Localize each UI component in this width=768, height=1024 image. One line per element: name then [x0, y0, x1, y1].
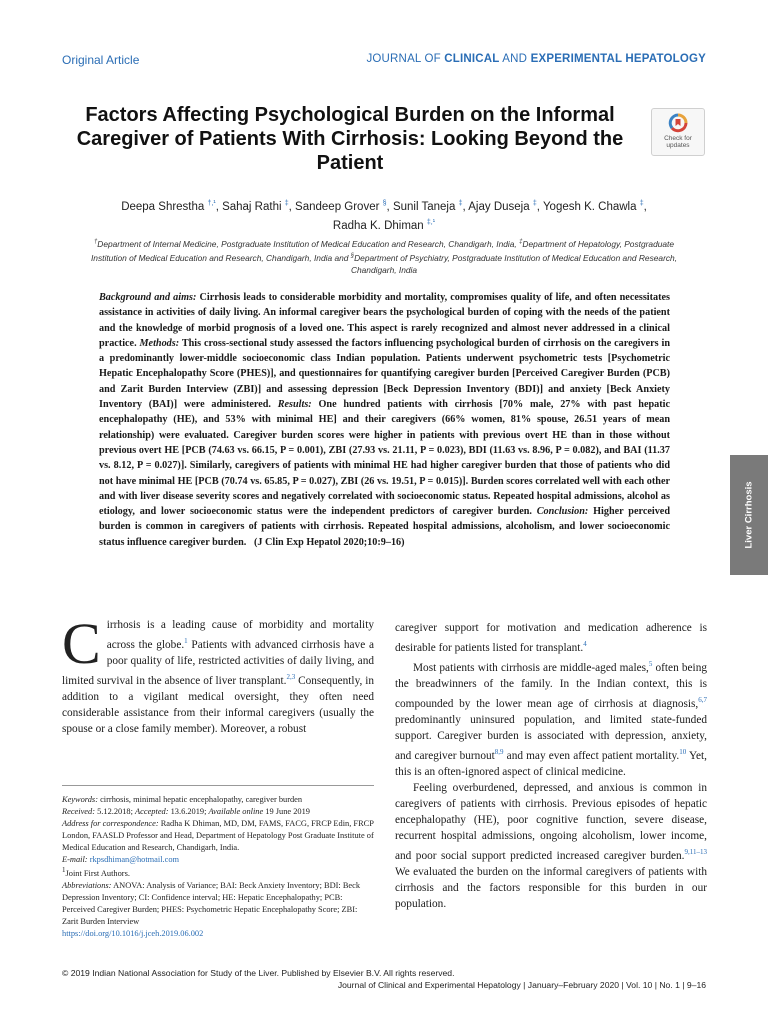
affiliation: Department of Internal Medicine, Postgraduate Institution of Medical Education and Research, Chandigarh, India,: [97, 238, 520, 249]
journal-name-part: AND: [499, 53, 531, 65]
joint-authors-line: [62, 865, 374, 880]
author-separator: ,: [536, 200, 543, 213]
reference-link[interactable]: 9,11–13: [684, 848, 707, 857]
author[interactable]: [121, 201, 222, 213]
footnote-mark: 1: [62, 866, 66, 875]
author-affil-mark: ‡: [639, 200, 644, 207]
check-updates-line2: updates: [666, 142, 690, 149]
author-separator: ,: [643, 200, 647, 213]
dropcap: C: [62, 611, 101, 676]
abstract-label: Methods:: [139, 337, 180, 349]
journal-citation-line: Journal of Clinical and Experimental Hepatology | January–February 2020 | Vol. 10 | No. 1 | 9–16: [337, 980, 706, 990]
body-paragraph: [395, 780, 707, 913]
author[interactable]: [543, 201, 647, 213]
author[interactable]: [222, 201, 295, 213]
footnote-label: Available online: [208, 806, 264, 816]
author-name: Ajay Duseja: [468, 200, 530, 213]
affiliation: Department of Psychiatry, Postgraduate Institution of Medical Education and Research, Chandigarh, India: [350, 252, 678, 275]
body-text: often being the breadwinners of the family. In the Indian context, this is compounded by the lower mean age of cirrhosis at diagnosis,: [395, 661, 707, 710]
abstract-text: Higher perceived burden is common in caregivers of patients with cirrhosis. Repeated hospital admissions, alcoholism, and lower socioeconomic status influence caregiver burden.: [99, 506, 670, 548]
body-text: predominantly uninsured population, and limited state-funded support. Caregiver burden is associated with depression, anxiety, and caregiver burnout: [395, 713, 707, 762]
email-line: [62, 854, 374, 866]
affil-mark: ‡: [519, 239, 523, 245]
journal-name: [366, 53, 706, 65]
body-text: and may even affect patient mortality.: [503, 749, 680, 762]
abstract: [99, 290, 670, 550]
email-link[interactable]: rkpsdhiman@hotmail.com: [87, 854, 180, 864]
author-name: Radha K. Dhiman: [332, 219, 424, 232]
received-date: 5.12.2018;: [95, 806, 136, 816]
reference-link[interactable]: 8,9: [494, 747, 504, 756]
body-paragraph: [395, 656, 707, 780]
check-for-updates-badge[interactable]: [651, 108, 705, 156]
reference-link[interactable]: 2,3: [286, 673, 296, 682]
footnotes: [62, 785, 374, 940]
author-name: Deepa Shrestha: [121, 200, 205, 213]
section-label: Original Article: [62, 53, 140, 67]
author-separator: ,: [288, 200, 296, 213]
abstract-text: This cross-sectional study assessed the factors influencing psychological burden of cirrhosis on the caregivers in a predominantly lower-middle socioeconomic class Indian population. Patients underwent psychometric tests [Psychometric Hepatic Encephalopathy Score (PHES)], and questionnaires for quantifying caregiver burden [Perceived Caregiver Burden (PCB) and Zarit Burden Interview (ZBI)] and assessing depression [Beck Depression Inventory (BDI)] and anxiety [Beck Anxiety Inventory (BAI)] were administered.: [99, 337, 670, 411]
affil-mark: §: [350, 252, 355, 259]
section-side-tab: [730, 455, 768, 575]
body-paragraph: [62, 611, 374, 737]
body-text: Most patients with cirrhosis are middle-aged males,: [413, 661, 649, 674]
body-text: irrhosis is a leading cause of morbidity and mortality across the globe.: [106, 619, 374, 651]
reference-link[interactable]: 1: [184, 637, 188, 646]
author-affil-mark: ‡: [458, 200, 463, 207]
author[interactable]: [393, 201, 468, 213]
body-text: Consequently, in addition to a vigilant medical oversight, they often need considerable assistance from their informal caregivers (usually the spouse or a close family member). Moreover, a robust: [62, 674, 374, 736]
footnote-label: Address for correspondence:: [62, 818, 159, 828]
correspondence-line: [62, 818, 374, 854]
body-text: Patients with advanced cirrhosis have a poor quality of life, restricted activities of daily living, and limited survival in the absence of liver transplant.: [62, 638, 374, 687]
body-text: caregiver support for motivation and medication adherence is desirable for patients listed for transplant.: [395, 622, 707, 654]
author-affil-mark: ‡,¹: [426, 218, 436, 226]
abstract-label: Results:: [277, 399, 312, 411]
side-tab-label: Liver Cirrhosis: [743, 481, 755, 549]
footnote-label: Abbreviations:: [62, 881, 112, 891]
keywords-text: cirrhosis, minimal hepatic encephalopathy, caregiver burden: [97, 795, 303, 804]
journal-name-part: CLINICAL: [444, 53, 500, 65]
body-text: We evaluated the burden on the informal caregivers of patients with cirrhosis and the factors responsible for this burden in our population.: [395, 866, 707, 911]
body-text: Yet, this is an often-ignored aspect of clinical medicine.: [395, 749, 707, 778]
correspondence-text: Radha K Dhiman, MD, DM, FAMS, FACG, FRCP Edin, FRCP London, FAASLD Professor and Head, Department of Hepatology Post Graduate Institute of Medical Education and Research, Chandigarh, India.: [62, 818, 374, 852]
abbreviations-line: [62, 880, 374, 928]
author-affil-mark: §: [382, 200, 387, 207]
body-text: Feeling overburdened, depressed, and anxious is common in caregivers of patients with cirrhosis. Previous episodes of hepatic encephalopathy (HE), poor cognitive function, severe disease, recurrent hospital admissions, ongoing alcoholism, lower income, and poor social support predicted increased caregiver burden.: [395, 781, 707, 863]
author-affil-mark: ‡: [284, 200, 289, 207]
author-separator: ,: [386, 200, 393, 213]
author[interactable]: [333, 220, 435, 232]
doi-line: [62, 928, 374, 940]
journal-name-part: EXPERIMENTAL HEPATOLOGY: [530, 53, 706, 65]
author-separator: ,: [215, 200, 223, 213]
author-affil-mark: ‡: [532, 200, 537, 207]
reference-link[interactable]: 5: [648, 659, 653, 668]
author-name: Sunil Taneja: [392, 200, 456, 213]
check-updates-line1: Check for: [664, 135, 692, 142]
author-name: Yogesh K. Chawla: [542, 200, 637, 213]
abstract-text: One hundred patients with cirrhosis [70% male, 27% with past hepatic encephalopathy (HE), and 53% with minimal HE] and their caregivers (66% women, 81% spouse, 26.51 years of mean relationship) were evaluated. Caregiver burden scores were higher in patients with previous overt HE than in those without previous overt HE [PCB (74.63 vs. 66.15, P = 0.001), ZBI (27.93 vs. 21.11, P = 0.023), BDI (11.63 vs. 8.96, P = 0.082), and BAI (11.37 vs. 8.12, P = 0.027)]. Similarly, caregivers of patients with minimal HE had higher caregiver burden that those of patients who did not have minimal HE [PCB (70.74 vs. 65.85, P = 0.027), ZBI (26 vs. 19.51, P = 0.015)]. Burden scores correlated well with each other and with liver disease severity scores and negatively correlated with socioeconomic status. Repeated hospital admissions, alcohol as etiology, and lower socioeconomic status were the independent predictors of caregiver burden.: [99, 399, 670, 518]
online-date: 19 June 2019: [263, 806, 310, 816]
body-paragraph: [395, 620, 707, 656]
doi-link[interactable]: https://doi.org/10.1016/j.jceh.2019.06.002: [62, 928, 204, 938]
author[interactable]: [295, 201, 393, 213]
affiliations: [75, 236, 693, 276]
body-column-left: [62, 611, 374, 737]
joint-authors-text: Joint First Authors.: [65, 869, 130, 879]
abbreviations-text: ANOVA: Analysis of Variance; BAI: Beck Anxiety Inventory; BDI: Beck Depression Inventory; CI: Confidence interval; HE: Hepatic Encephalopathy; PCB: Perceived Caregiver Burden; PHES: Psychometric Hepatic Encephalopathy Score; ZBI: Zarit Burden Interview: [62, 881, 361, 926]
author-name: Sahaj Rathi: [222, 200, 282, 213]
author-affil-mark: †,¹: [207, 200, 216, 207]
author[interactable]: [468, 201, 543, 213]
article-title: Factors Affecting Psychological Burden on the Informal Caregiver of Patients With Cirrhosis: Looking Beyond the Patient: [76, 104, 624, 174]
footnote-label: Keywords:: [62, 795, 98, 804]
accepted-date: 13.6.2019;: [168, 806, 209, 816]
footnote-label: Accepted:: [135, 806, 169, 816]
abstract-citation: (J Clin Exp Hepatol 2020;10:9–16): [253, 536, 405, 548]
reference-link[interactable]: 10: [679, 747, 687, 756]
dates-line: [62, 806, 374, 818]
affiliation: Department of Hepatology, Postgraduate Institution of Medical Education and Research, Chandigarh, India and: [90, 238, 675, 263]
author-separator: ,: [462, 200, 469, 213]
copyright-line: © 2019 Indian National Association for Study of the Liver. Published by Elsevier B.V. All rights reserved.: [62, 968, 455, 978]
abstract-label: Background and aims:: [99, 292, 197, 303]
reference-link[interactable]: 6,7: [698, 695, 707, 704]
footnote-label: Received:: [62, 806, 96, 816]
affil-mark: †: [93, 239, 98, 245]
author-list: [100, 196, 668, 234]
author-name: Sandeep Grover: [295, 200, 380, 213]
keywords-line: [62, 794, 374, 806]
check-updates-icon: [668, 113, 688, 133]
abstract-text: Cirrhosis leads to considerable morbidity and mortality, compromises quality of life, and often necessitates assistance in activities of daily living. An informal caregiver bears the psychological burden of coping with the needs of the patient and the knowledge of morbid prognosis of a loved one. This aspect is rarely recognized and almost never addressed in a clinical practice.: [99, 292, 671, 349]
page-footer: [62, 967, 706, 991]
reference-link[interactable]: 4: [583, 640, 587, 649]
body-column-right: [395, 620, 707, 912]
abstract-label: Conclusion:: [536, 506, 589, 518]
footnote-label: E-mail:: [62, 854, 88, 864]
journal-name-part: JOURNAL OF: [366, 53, 445, 65]
